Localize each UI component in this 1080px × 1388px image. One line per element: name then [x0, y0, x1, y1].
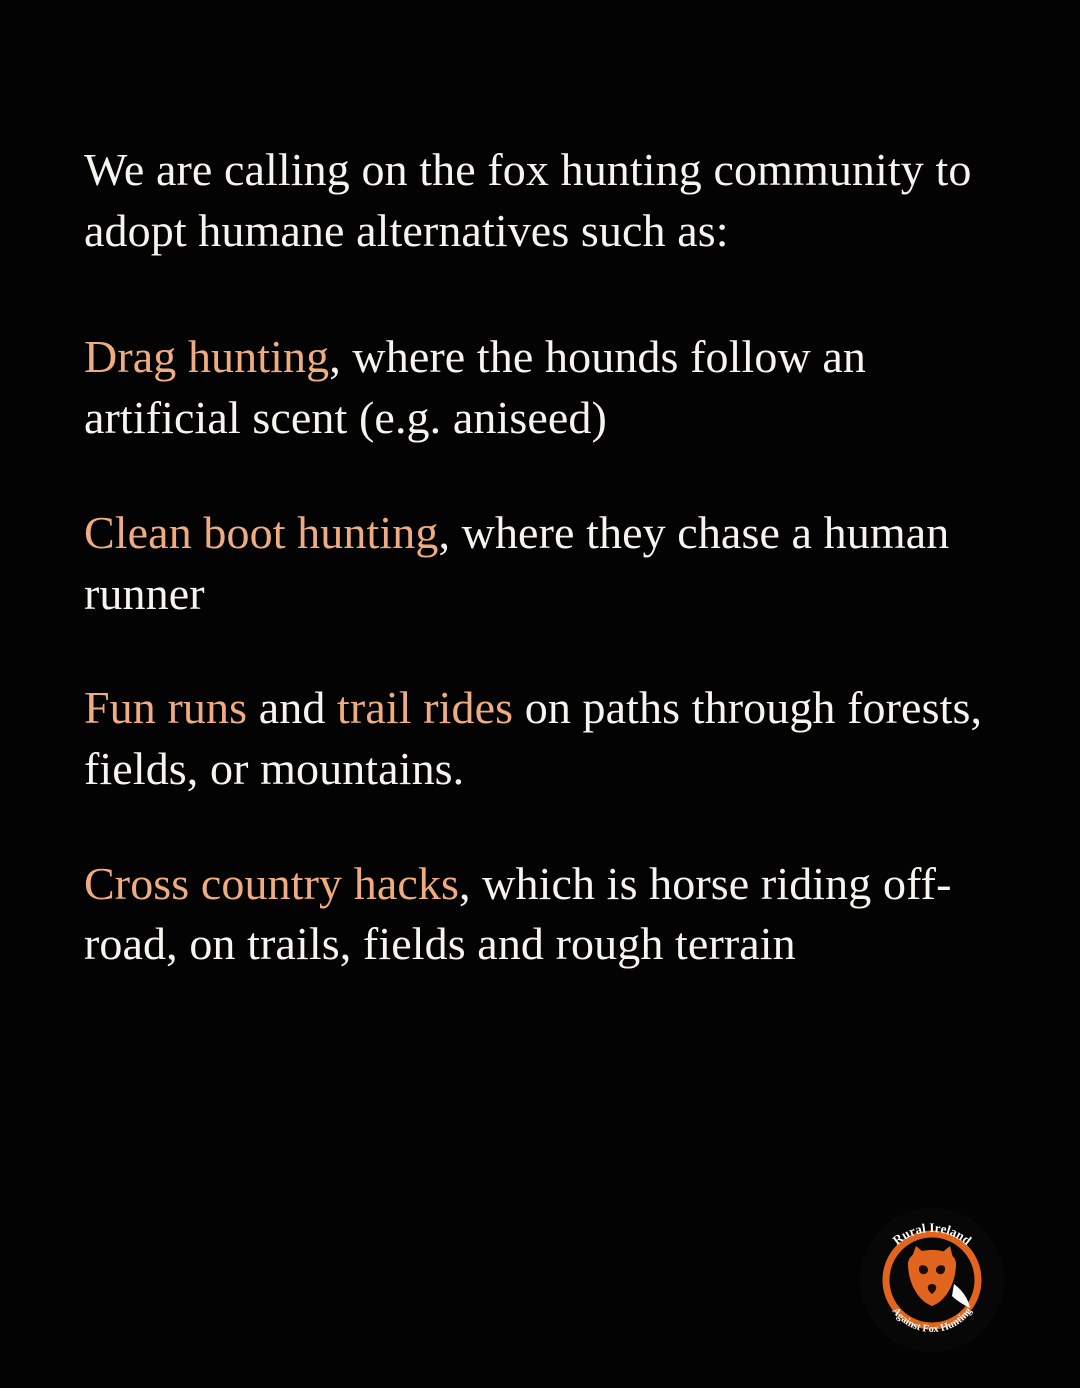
alternative-2-highlight: Clean boot hunting [84, 506, 439, 558]
alternative-3-rest: on paths through forests, fields, or mountains. [84, 682, 983, 795]
alternative-item-3 [84, 678, 1014, 799]
logo-bottom-text: Against Fox Hunting [889, 1305, 975, 1336]
alternative-1-highlight: Drag hunting [84, 331, 330, 383]
alternative-2-rest: , where they chase a human runner [84, 506, 950, 619]
alternative-1-rest: , where the hounds follow an artificial scent (e.g. aniseed) [84, 331, 867, 444]
organisation-logo [858, 1206, 1006, 1354]
intro-paragraph: We are calling on the fox hunting community to adopt humane alternatives such as: [84, 144, 972, 256]
alternative-3-highlight-2: trail rides [337, 682, 514, 734]
alternative-3-mid: and [247, 682, 338, 734]
alternative-3-highlight: Fun runs [84, 682, 248, 734]
alternative-4-rest: , which is horse riding off-road, on trails, fields and rough terrain [84, 857, 952, 970]
alternative-4-highlight: Cross country hacks [84, 857, 459, 909]
alternative-item-4 [84, 854, 1014, 975]
poster-text-block [84, 140, 1014, 975]
logo-top-text: Rural Ireland [889, 1219, 975, 1248]
alternative-item-2 [84, 503, 1014, 624]
alternative-item-1 [84, 327, 1014, 448]
